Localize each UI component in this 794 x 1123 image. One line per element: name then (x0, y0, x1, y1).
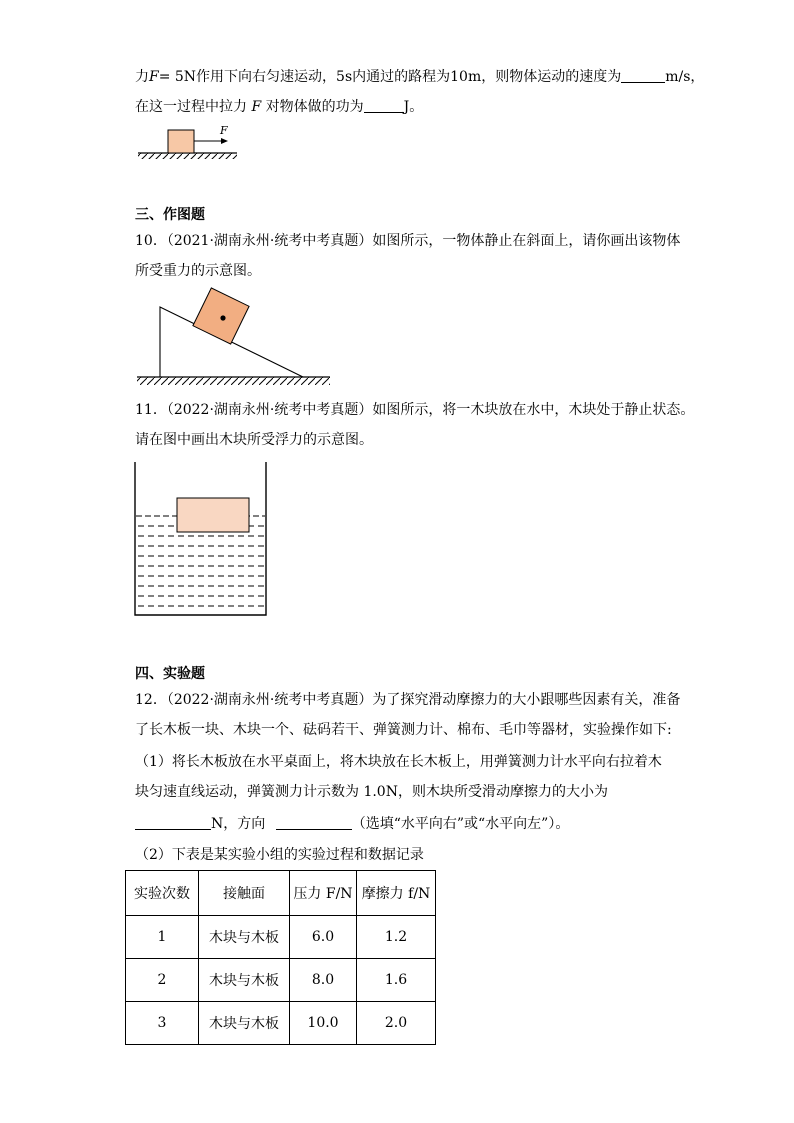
q9-text: = 5N作用下向右匀速运动，5s内通过的路程为10m，则物体运动的速度为 (158, 69, 622, 85)
q10-figure (137, 288, 330, 385)
ground-hatch (138, 153, 237, 159)
table-row (126, 1002, 436, 1045)
table-cell: 木块与木板 (199, 959, 290, 1002)
q9-text: 力 (135, 69, 149, 85)
section-title: 四、实验题 (135, 666, 205, 682)
force-symbol: F (251, 99, 262, 115)
q12-line-4: 块匀速直线运动，弹簧测力计示数为 1.0N，则木块所受滑动摩擦力的大小为 (135, 784, 608, 800)
q12-line-1: 12．（2022·湖南永州·统考中考真题）为了探究滑动摩擦力的大小跟哪些因素有关，准备 (135, 692, 681, 708)
table-header: 实验次数 (126, 871, 199, 916)
arrow-head (221, 138, 228, 144)
q11-line-1: 11．（2022·湖南永州·统考中考真题）如图所示，将一木块放在水中，木块处于静止状态。 (135, 402, 695, 418)
data-table (125, 870, 436, 1045)
q9-line-2 (135, 98, 423, 116)
table-cell: 木块与木板 (199, 1002, 290, 1045)
wood-block (177, 498, 249, 532)
table-cell: 8.0 (290, 959, 357, 1002)
table-cell: 3 (126, 1002, 199, 1045)
q10-line-2: 所受重力的示意图。 (135, 263, 261, 279)
beaker (135, 462, 266, 615)
table-row (126, 916, 436, 959)
water-dashes (136, 516, 265, 606)
work-answer-blank[interactable] (364, 98, 404, 113)
figure-force-label: F (220, 124, 228, 137)
table-row (126, 959, 436, 1002)
table-header-row (126, 871, 436, 916)
q9-unit: m/s， (665, 69, 705, 85)
q9-line-1 (135, 68, 704, 86)
q11-figure (135, 462, 266, 615)
table-cell: 10.0 (290, 1002, 357, 1045)
block (168, 130, 194, 153)
table-cell: 木块与木板 (199, 916, 290, 959)
q11-line-2: 请在图中画出木块所受浮力的示意图。 (135, 432, 373, 448)
direction-answer-blank[interactable] (276, 815, 352, 830)
force-symbol: F (149, 69, 159, 85)
center-of-mass-dot (220, 315, 225, 320)
friction-answer-blank[interactable] (135, 815, 211, 830)
q9-text: 对物体做的功为 (261, 99, 364, 115)
q9-unit: J。 (403, 99, 424, 115)
table-cell: 1.2 (357, 916, 436, 959)
table-header: 接触面 (199, 871, 290, 916)
q12-text: （选填“水平向右”或“水平向左”）。 (351, 816, 570, 832)
ground-hatch (137, 377, 330, 385)
q12-text: N，方向 (211, 816, 266, 832)
table-header: 压力 F/N (290, 871, 357, 916)
table-cell: 2.0 (357, 1002, 436, 1045)
table-cell: 1 (126, 916, 199, 959)
speed-answer-blank[interactable] (621, 68, 665, 83)
q12-line-3: （1）将长木板放在水平桌面上，将木块放在长木板上，用弹簧测力计水平向右拉着木 (135, 754, 662, 770)
table-cell: 1.6 (357, 959, 436, 1002)
q12-line-6: （2）下表是某实验小组的实验过程和数据记录 (135, 847, 424, 863)
incline (160, 307, 303, 377)
table-cell: 6.0 (290, 916, 357, 959)
table-cell: 2 (126, 959, 199, 1002)
q9-text: 在这一过程中拉力 (135, 99, 252, 115)
section-title: 三、作图题 (135, 207, 205, 223)
block (193, 288, 249, 344)
incline-block (193, 288, 249, 344)
q12-line-5 (135, 815, 569, 833)
q10-line-1: 10．（2021·湖南永州·统考中考真题）如图所示，一物体静止在斜面上，请你画出该物体 (135, 233, 681, 249)
table-header: 摩擦力 f/N (357, 871, 436, 916)
q12-line-2: 了长木板一块、木块一个、砝码若干、弹簧测力计、棉布、毛巾等器材，实验操作如下: (135, 722, 672, 738)
